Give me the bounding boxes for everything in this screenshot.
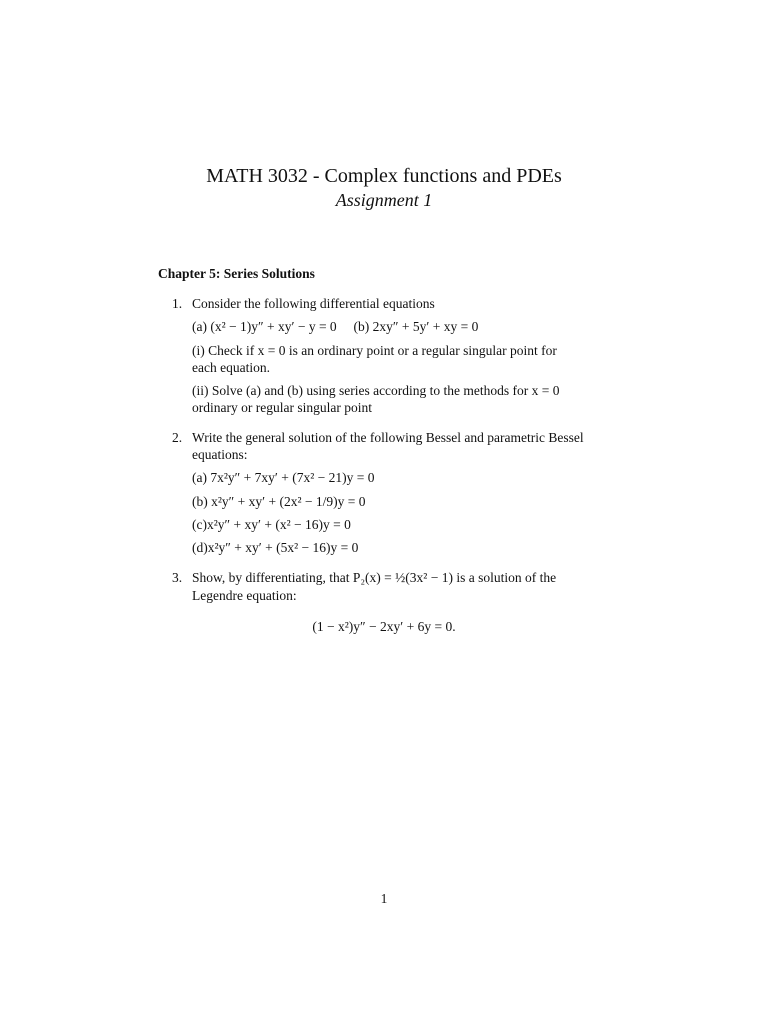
problem-2-equation-d: (d)x²y″ + xy′ + (5x² − 16)y = 0 [192,540,359,555]
problem-1-part-i-cont: each equation. [192,360,270,375]
problem-1-part-ii: (ii) Solve (a) and (b) using series according to the methods for x = 0 [192,383,560,398]
assignment-subtitle: Assignment 1 [335,190,433,210]
problem-3-line-1: Show, by differentiating, that P₂(x) = ½(3x² − 1) is a solution of the [192,570,557,585]
problem-2-line-1: Write the general solution of the following Bessel and parametric Bessel [192,430,584,445]
problem-3-line-2: Legendre equation: [192,588,297,603]
problem-2-number: 2. [172,430,183,445]
problem-3-number: 3. [172,570,183,585]
problem-2-equation-c: (c)x²y″ + xy′ + (x² − 16)y = 0 [192,517,351,532]
page-number: 1 [380,891,388,906]
problem-2-equation-a: (a) 7x²y″ + 7xy′ + (7x² − 21)y = 0 [192,470,375,485]
problem-1-number: 1. [172,296,183,311]
problem-1-part-ii-cont: ordinary or regular singular point [192,400,372,415]
chapter-heading: Chapter 5: Series Solutions [158,266,315,281]
problem-2-line-2: equations: [192,447,248,462]
problem-1-equations: (a) (x² − 1)y″ + xy′ − y = 0 (b) 2xy″ + 5y′ + xy = 0 [192,319,479,334]
legendre-equation: (1 − x²)y″ − 2xy′ + 6y = 0. [312,619,456,634]
problem-1-line-1: Consider the following differential equations [192,296,435,311]
problem-1-part-i: (i) Check if x = 0 is an ordinary point or a regular singular point for [192,343,557,358]
document-title: MATH 3032 - Complex functions and PDEs [206,165,562,187]
problem-2-equation-b: (b) x²y″ + xy′ + (2x² − 1/9)y = 0 [192,494,366,509]
